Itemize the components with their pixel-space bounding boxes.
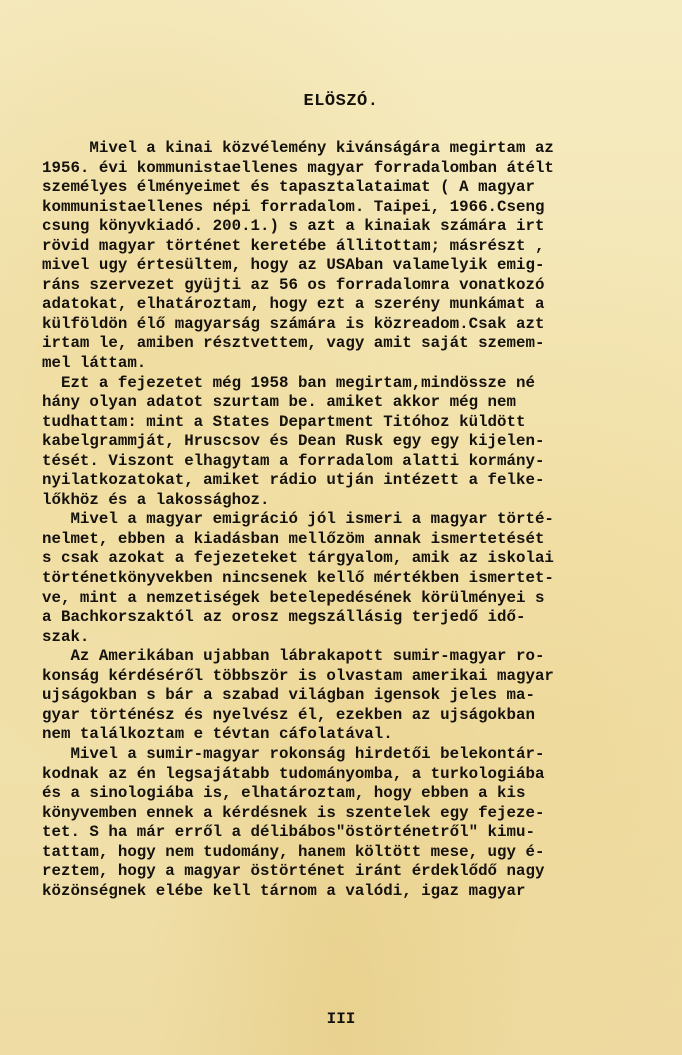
text-line: ujságokban s bár a szabad világban igensok jeles ma- [42, 686, 535, 705]
text-line: tését. Viszont elhagytam a forradalom alatti kormány- [42, 451, 545, 470]
text-line: személyes élményeimet és tapasztalataimat ( A magyar [42, 178, 535, 197]
page-title: ELÖSZÓ. [303, 92, 379, 111]
text-line: hány olyan adatot szurtam be. amiket akkor még nem [42, 393, 516, 412]
text-line: tudhattam: mint a States Department Titóhoz küldött [42, 412, 526, 431]
text-line: közönségnek elébe kell tárnom a valódi, igaz magyar [42, 881, 526, 900]
text-line: csung könyvkiadó. 200.1.) s azt a kinaiak számára irt [42, 217, 545, 236]
text-line: szak. [42, 627, 90, 646]
text-line: reztem, hogy a magyar östörténet iránt érdeklődő nagy [42, 862, 545, 881]
text-line: rövid magyar történet keretébe állitottam; másrészt , [42, 236, 545, 255]
page-number: III [326, 1010, 356, 1028]
text-line: kommunistaellenes népi forradalom. Taipei, 1966.Cseng [42, 197, 545, 216]
text-line: Mivel a sumir-magyar rokonság hirdetői belekontár- [42, 744, 545, 763]
text-line: konság kérdéséről többször is olvastam amerikai magyar [42, 666, 554, 685]
text-line: lőkhöz és a lakossághoz. [42, 490, 270, 509]
text-line: Ezt a fejezetet még 1958 ban megirtam,mindössze né [42, 373, 535, 392]
text-line: 1956. évi kommunistaellenes magyar forradalomban átélt [42, 158, 554, 177]
text-line: Mivel a kinai közvélemény kivánságára megirtam az [42, 139, 554, 157]
text-line: s csak azokat a fejezeteket tárgyalom, amik az iskolai [42, 549, 554, 568]
text-line: külföldön élő magyarság számára is közreadom.Csak azt [42, 314, 545, 333]
text-line: nelmet, ebben a kiadásban mellőzöm annak ismertetését [42, 529, 545, 548]
text-line: Mivel a magyar emigráció jól ismeri a magyar törté- [42, 510, 554, 529]
text-line: irtam le, amiben résztvettem, vagy amit saját szemem- [42, 334, 545, 353]
text-line: mel láttam. [42, 354, 147, 373]
text-line: mivel ugy értesültem, hogy az USAban valamelyik emig- [42, 256, 545, 275]
text-line: tattam, hogy nem tudomány, hanem költött mese, ugy é- [42, 842, 545, 861]
text-line: történetkönyvekben nincsenek kellő mértékben ismertet- [42, 569, 554, 588]
text-line: gyar történész és nyelvész él, ezekben az ujságokban [42, 705, 535, 724]
text-line: tet. S ha már erről a délibábos"östörténetről" kimu- [42, 823, 535, 842]
text-line: adatokat, elhatároztam, hogy ezt a szerény munkámat a [42, 295, 545, 314]
text-line: könyvemben ennek a kérdésnek is szentelek egy fejeze- [42, 803, 545, 822]
text-line: nyilatkozatokat, amiket rádio utján intézett a felke- [42, 471, 545, 490]
text-line: ráns szervezet gyüjti az 56 os forradalomra vonatkozó [42, 275, 545, 294]
body-text [42, 139, 654, 901]
text-line: és a sinologiába is, elhatároztam, hogy ebben a kis [42, 784, 526, 803]
text-line: nem találkoztam e tévtan cáfolatával. [42, 725, 393, 744]
text-line: Az Amerikában ujabban lábrakapott sumir-magyar ro- [42, 647, 545, 666]
text-line: kabelgrammját, Hruscsov és Dean Rusk egy egy kijelen- [42, 432, 545, 451]
text-line: kodnak az én legsajátabb tudományomba, a turkologiába [42, 764, 545, 783]
text-line: a Bachkorszaktól az orosz megszállásig terjedő idő- [42, 608, 526, 627]
text-line: ve, mint a nemzetiségek betelepedésének körülményei s [42, 588, 545, 607]
